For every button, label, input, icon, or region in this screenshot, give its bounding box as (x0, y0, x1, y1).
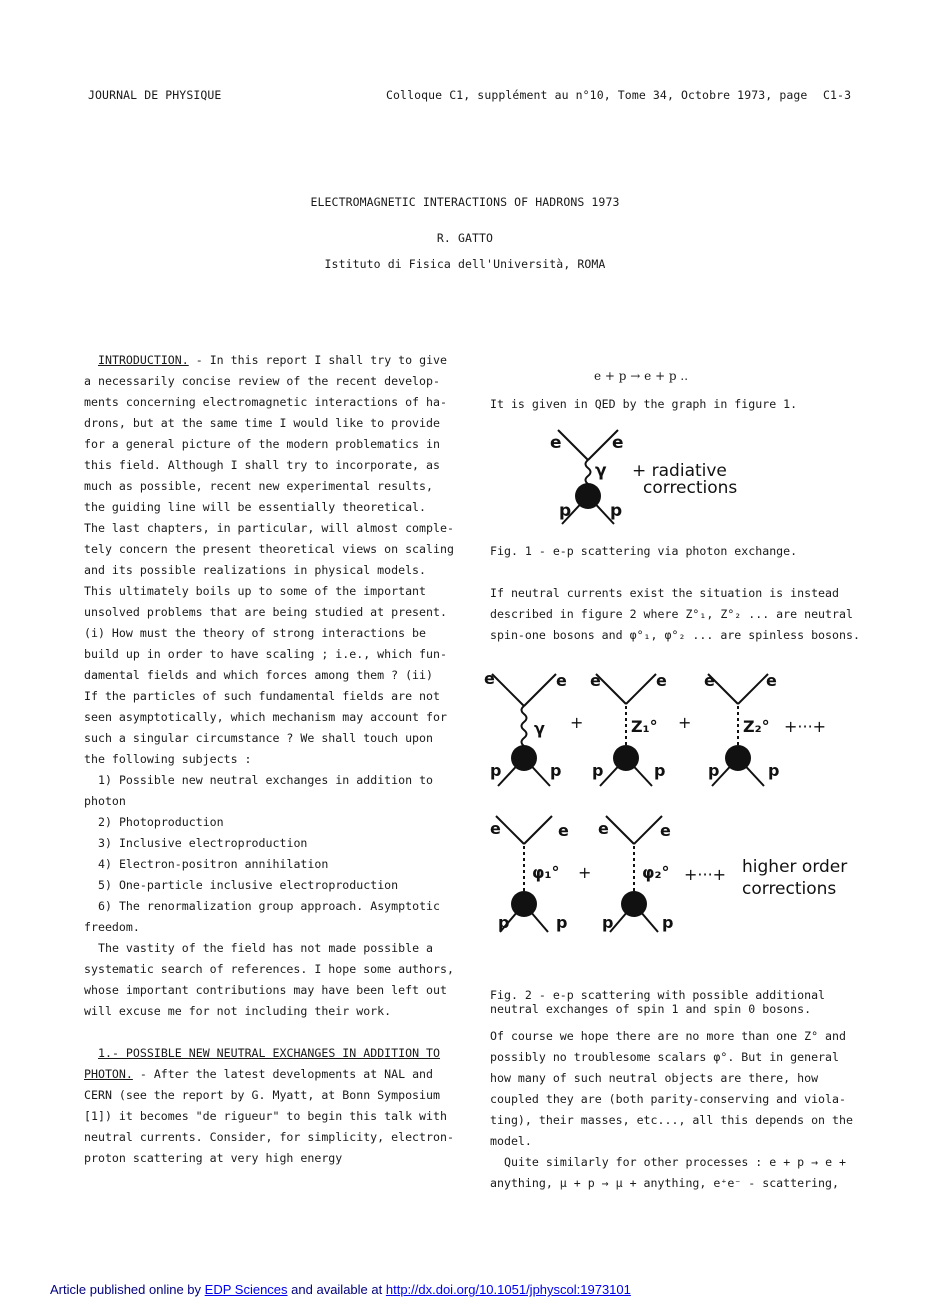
label-e: e (558, 821, 569, 840)
label-e: e (660, 821, 671, 840)
text-line: damental fields and which forces among them ? (ii) (84, 668, 434, 682)
author: R. GATTO (436, 231, 494, 245)
doi-link[interactable]: http://dx.doi.org/10.1051/jphyscol:1973101 (385, 1282, 631, 1297)
subject-item: 2) Photoproduction (98, 815, 224, 829)
text-line: build up in order to have scaling ; i.e., which fun- (84, 647, 447, 661)
graph-intro: It is given in QED by the graph in figure 1. (490, 397, 798, 411)
label-e: e (656, 671, 667, 690)
label-p: p (498, 913, 510, 932)
text-line: the guiding line will be essentially theoretical. (84, 500, 427, 514)
figure-1-caption: Fig. 1 - e-p scattering via photon exchange. (490, 544, 798, 558)
text-line: Quite similarly for other processes : e + p → e + (504, 1155, 847, 1169)
figure-1 (540, 424, 760, 532)
left-column (84, 350, 464, 1169)
figure-2 (480, 664, 860, 944)
equation: e + p → e + p .. (594, 369, 689, 383)
text-line: much as possible, recent new experimental results, (84, 479, 434, 493)
label-p: p (654, 761, 666, 780)
label-p: p (662, 913, 674, 932)
text-line: for a general picture of the modern problematics in (84, 437, 440, 451)
label-p: p (602, 913, 614, 932)
text-line: will excuse me for not including their work. (84, 1004, 392, 1018)
text-line: ments concerning electromagnetic interactions of ha- (84, 395, 447, 409)
label-p: p (708, 761, 720, 780)
label-e: e (766, 671, 777, 690)
text-line: described in figure 2 where Z°₁, Z°₂ ... are neutral (490, 607, 853, 621)
text-line: The last chapters, in particular, will almost comple- (84, 521, 454, 535)
annotation-corrections: corrections (643, 478, 738, 498)
electron-in-line (558, 430, 588, 460)
label-e-in: e (550, 433, 562, 453)
label-e: e (598, 819, 609, 838)
corrections-label: corrections (742, 879, 837, 899)
text-line: ting), their masses, etc..., all this depends on the (490, 1113, 853, 1127)
label-e: e (590, 671, 601, 690)
paper-title: ELECTROMAGNETIC INTERACTIONS OF HADRONS 1973 (310, 195, 620, 209)
subject-item-cont: freedom. (84, 920, 140, 934)
text-line: such a singular circumstance ? We shall touch upon (84, 731, 434, 745)
text-line: CERN (see the report by G. Myatt, at Bonn Symposium (84, 1088, 440, 1102)
label-gamma: γ (595, 461, 607, 481)
diagram-z1 (590, 671, 667, 786)
diagram-z2 (704, 671, 779, 786)
text-line: spin-one bosons and φ°₁, φ°₂ ... are spinless bosons. (490, 628, 860, 642)
label-p: p (550, 761, 562, 780)
label-p: p (490, 761, 502, 780)
text-line: the following subjects : (84, 752, 252, 766)
text-line: and its possible realizations in physical models. (84, 563, 427, 577)
text-line: this field. Although I shall try to incorporate, as (84, 458, 440, 472)
text-line: If the particles of such fundamental fields are not (84, 689, 440, 703)
plus-sign: + (578, 863, 592, 882)
section1-first-line: PHOTON. - After the latest developments at NAL and (84, 1067, 434, 1081)
text-line: how many of such neutral objects are there, how (490, 1071, 819, 1085)
text-line: seen asymptotically, which mechanism may account for (84, 710, 447, 724)
label-p: p (768, 761, 780, 780)
text-line: coupled they are (both parity-conserving and viola- (490, 1092, 846, 1106)
subject-item: 4) Electron-positron annihilation (98, 857, 329, 871)
label-p: p (556, 913, 568, 932)
text-line: (i) How must the theory of strong interactions be (84, 626, 427, 640)
citation: Colloque C1, supplément au n°10, Tome 34, Octobre 1973, page (386, 88, 808, 102)
label-e-out: e (612, 433, 624, 453)
section1-heading: 1.- POSSIBLE NEW NEUTRAL EXCHANGES IN ADDITION TO (98, 1046, 441, 1060)
footer (50, 1282, 631, 1297)
affiliation: Istituto di Fisica dell'Università, ROMA (324, 257, 606, 271)
annotation-radiative: + radiative (632, 461, 727, 481)
neutral-currents-text (490, 583, 860, 646)
diagram-phi1 (490, 816, 569, 932)
label-p-in: p (559, 501, 572, 521)
text-line: If neutral currents exist the situation is instead (490, 586, 840, 600)
subject-item: 5) One-particle inclusive electroproduction (98, 878, 399, 892)
page-number: C1-3 (823, 88, 852, 102)
text-line: Of course we hope there are no more than one Z° and (490, 1029, 846, 1043)
caption-line: neutral exchanges of spin 1 and spin 0 bosons. (490, 1002, 812, 1016)
footer-prefix: Article published online by (50, 1282, 202, 1297)
right-body-text (490, 1026, 853, 1194)
text-line: possibly no troublesome scalars φ°. But in general (490, 1050, 840, 1064)
plus-sign: + (678, 713, 692, 732)
photon-propagator (586, 460, 591, 484)
subject-item: 6) The renormalization group approach. Asymptotic (98, 899, 441, 913)
label-gamma: γ (534, 719, 545, 738)
hadron-blob (575, 483, 601, 509)
intro-heading: INTRODUCTION. (98, 353, 189, 367)
label-z1: Z₁° (631, 717, 658, 736)
text-line: The vastity of the field has not made possible a (98, 941, 434, 955)
text-line: This ultimately boils up to some of the important (84, 584, 427, 598)
text-line: anything, μ + p → μ + anything, e⁺e⁻ - scattering, (490, 1176, 840, 1190)
subject-item: 1) Possible new neutral exchanges in addition to (98, 773, 434, 787)
caption-line: Fig. 2 - e-p scattering with possible additional (490, 988, 826, 1002)
label-e: e (490, 819, 501, 838)
label-phi2: φ₂° (642, 863, 670, 882)
diagram-phi2 (598, 816, 673, 932)
text-line: [1]) it becomes "de rigueur" to begin this talk with (84, 1109, 447, 1123)
subject-item-cont: photon (84, 794, 126, 808)
label-z2: Z₂° (743, 717, 770, 736)
publisher-link[interactable]: EDP Sciences (204, 1282, 288, 1297)
figure-2-caption (490, 988, 825, 1016)
text-line: systematic search of references. I hope some authors, (84, 962, 454, 976)
intro-first-line: INTRODUCTION. - In this report I shall try to give (98, 353, 448, 367)
label-e: e (484, 669, 495, 688)
label-phi1: φ₁° (532, 863, 560, 882)
text-line: drons, but at the same time I would like to provide (84, 416, 440, 430)
plus-sign: + (570, 713, 584, 732)
label-p-out: p (610, 501, 623, 521)
text-line: tely concern the present theoretical views on scaling (84, 542, 454, 556)
text-line: neutral currents. Consider, for simplicity, electron- (84, 1130, 454, 1144)
subject-item: 3) Inclusive electroproduction (98, 836, 308, 850)
label-e: e (704, 671, 715, 690)
text-line: proton scattering at very high energy (84, 1151, 343, 1165)
plus-dots: +···+ (684, 865, 727, 884)
text-line: whose important contributions may have been left out (84, 983, 447, 997)
higher-order-label: higher order (742, 857, 848, 877)
text-line: model. (490, 1134, 532, 1148)
plus-dots: +···+ (784, 717, 827, 736)
text-line: unsolved problems that are being studied at present. (84, 605, 447, 619)
diagram-photon (484, 669, 567, 786)
journal-name: JOURNAL DE PHYSIQUE (88, 88, 222, 102)
label-p: p (592, 761, 604, 780)
text-line: a necessarily concise review of the recent develop- (84, 374, 440, 388)
footer-middle: and available at (291, 1282, 383, 1297)
label-e: e (556, 671, 567, 690)
